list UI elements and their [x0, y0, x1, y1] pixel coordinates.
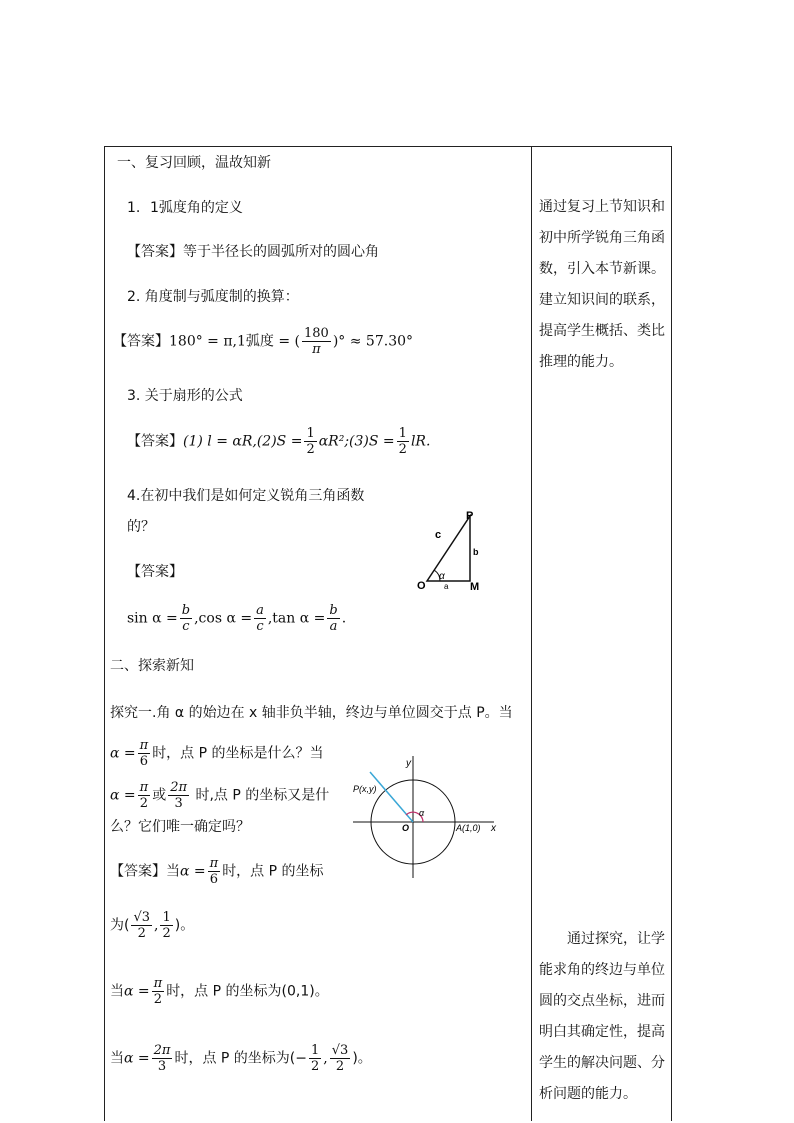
- ans2-line: [110, 976, 329, 1007]
- q1-text: 1弧度角的定义: [150, 200, 243, 216]
- fraction-den: 6: [139, 754, 149, 769]
- side-c-label: c: [435, 529, 442, 541]
- q4-line2: 的？: [127, 519, 155, 535]
- when-text: 当: [110, 1050, 124, 1067]
- origin-label: O: [402, 823, 410, 833]
- comma: ,: [154, 917, 159, 934]
- section1-heading: 一、复习回顾，温故知新: [117, 155, 271, 171]
- explore-line2-text: 时，点 P 的坐标是什么？当: [152, 745, 324, 762]
- vertex-o-label: O: [417, 580, 426, 592]
- a1-line: [127, 243, 379, 261]
- fraction-den: 3: [174, 796, 183, 811]
- a3-line: [127, 426, 430, 457]
- sqrt3-over-2: [330, 1043, 351, 1074]
- fraction-num: π: [209, 856, 219, 871]
- explore-line3: [110, 780, 329, 811]
- ans3-line: [110, 1043, 372, 1074]
- note-explore: 通过探究，让学能求角的终边与单位圆的交点坐标，进而明白其确定性，提高学生的解决问题、分析问题的能力。: [539, 931, 665, 1102]
- when-text: 当: [166, 863, 180, 880]
- ans1-line2: [110, 910, 194, 941]
- ans1-line1: [110, 856, 324, 887]
- a4-formula: [127, 603, 346, 634]
- y-axis-label: y: [406, 758, 411, 769]
- side-b-label: b: [473, 547, 479, 557]
- fraction-den: 2: [335, 1059, 345, 1074]
- a3-part1: (1) l = αR,(2)S =: [183, 433, 303, 450]
- answer-tag: 【答案】: [110, 863, 166, 880]
- alpha-eq: α =: [180, 863, 206, 880]
- comma: ,: [323, 1050, 328, 1067]
- end-period: .: [341, 610, 347, 627]
- fraction-den: 2: [311, 1059, 320, 1074]
- vertex-p-label: P: [466, 510, 474, 522]
- a2-fraction-num: 180: [304, 326, 329, 341]
- q4-line1: 4.在初中我们是如何定义锐角三角函数: [127, 488, 365, 504]
- answer-tag: 【答案】: [127, 244, 183, 260]
- q1-number: 1.: [127, 200, 141, 216]
- a2-line: [113, 326, 413, 357]
- fraction-den: 2: [306, 442, 315, 457]
- a1-text: 等于半径长的圆弧所对的圆心角: [183, 244, 379, 260]
- fraction-den: 2: [153, 992, 163, 1007]
- answer-tag: 【答案】: [127, 433, 183, 450]
- pi-over-2: [152, 976, 165, 1007]
- fraction-num: a: [256, 603, 264, 618]
- sqrt3-over-2: [131, 910, 152, 941]
- section2-heading: 二、探索新知: [110, 658, 194, 674]
- fraction-num: √3: [133, 910, 151, 925]
- alpha-eq: α =: [110, 787, 136, 804]
- fraction-num: π: [139, 738, 149, 753]
- a2-equation-end: )° ≈ 57.30°: [332, 333, 414, 350]
- explore-line3-text: 时,点 P 的坐标又是什: [191, 787, 330, 804]
- ans2-text: 时，点 P 的坐标为(0,1)。: [166, 983, 329, 1000]
- explore-line2: [110, 738, 324, 769]
- fraction-num: √3: [331, 1043, 349, 1058]
- a4-answer-tag: 【答案】: [127, 564, 183, 580]
- fraction-num: 1: [162, 910, 171, 925]
- fraction-den: 2: [162, 926, 171, 941]
- explore-line4: 么？它们唯一确定吗？: [110, 819, 250, 835]
- fraction-den: c: [256, 619, 264, 634]
- triangle-shape: [427, 516, 470, 581]
- tan-label: ,tan α =: [267, 610, 326, 627]
- q2-text: 2. 角度制与弧度制的换算：: [127, 289, 299, 305]
- fraction-num: π: [139, 780, 149, 795]
- a2-fraction: [302, 326, 331, 357]
- ans1-line2-pre: 为(: [110, 917, 130, 934]
- angle-alpha-label: α: [439, 571, 445, 582]
- ans1-line2-tail: )。: [174, 917, 195, 934]
- unit-circle-figure: [348, 752, 508, 882]
- fraction-den: 2: [139, 796, 149, 811]
- a2-equation-start: 180° = π,1弧度 = (: [169, 333, 301, 350]
- fraction-num: 1: [306, 426, 315, 441]
- fraction-num: 1: [398, 426, 407, 441]
- when-text: 当: [110, 983, 124, 1000]
- a3-fraction-1: [304, 426, 316, 457]
- a3-part2: αR²;(3)S =: [318, 433, 395, 450]
- one-over-2: [160, 910, 172, 941]
- pi-over-2: [138, 780, 151, 811]
- fraction-den: c: [182, 619, 190, 634]
- right-triangle-figure: [410, 505, 500, 595]
- fraction-den: a: [329, 619, 338, 634]
- fraction-num: 1: [311, 1043, 320, 1058]
- ans3-tail: )。: [352, 1050, 372, 1067]
- fraction-num: b: [329, 603, 338, 618]
- pi-over-6: [208, 856, 221, 887]
- alpha-eq: α =: [124, 1050, 150, 1067]
- or-text: 或: [152, 787, 167, 804]
- fraction-num: 2π: [153, 1043, 171, 1058]
- two-pi-over-3: [168, 780, 189, 811]
- a3-fraction-2: [397, 426, 409, 457]
- tan-fraction: [327, 603, 339, 634]
- two-pi-over-3: [152, 1043, 173, 1074]
- answer-tag: 【答案】: [113, 333, 169, 350]
- cos-fraction: [254, 603, 266, 634]
- q3-text: 3. 关于扇形的公式: [127, 388, 243, 404]
- pi-over-6: [138, 738, 151, 769]
- ans1-text: 时，点 P 的坐标: [222, 863, 324, 880]
- sin-fraction: [180, 603, 192, 634]
- cos-label: ,cos α =: [194, 610, 253, 627]
- vertex-m-label: M: [470, 581, 480, 593]
- sin-label: sin α =: [127, 610, 178, 627]
- fraction-num: 2π: [170, 780, 188, 795]
- fraction-den: 6: [209, 872, 219, 887]
- point-a-label: A(1,0): [456, 823, 481, 833]
- column-divider: [531, 146, 532, 1121]
- explore-line1: 探究一.角 α 的始边在 x 轴非负半轴，终边与单位圆交于点 P。当: [110, 705, 513, 721]
- side-a-label: a: [444, 582, 449, 591]
- fraction-den: 2: [398, 442, 407, 457]
- x-axis-label: x: [491, 823, 496, 834]
- one-over-2: [309, 1043, 321, 1074]
- fraction-den: 3: [157, 1059, 167, 1074]
- point-p-label: P(x,y): [353, 784, 377, 794]
- a2-fraction-den: π: [312, 342, 321, 357]
- fraction-den: 2: [137, 926, 146, 941]
- ans3-text: 时，点 P 的坐标为(−: [174, 1050, 308, 1067]
- alpha-eq: α =: [110, 745, 136, 762]
- alpha-eq: α =: [124, 983, 150, 1000]
- angle-alpha-label: α: [419, 808, 425, 818]
- fraction-num: π: [153, 976, 163, 991]
- note-review: 通过复习上节知识和初中所学锐角三角函数，引入本节新课。建立知识间的联系，提高学生概括、类比推理的能力。: [539, 199, 665, 370]
- fraction-num: b: [181, 603, 191, 618]
- a3-part3: lR.: [410, 433, 431, 450]
